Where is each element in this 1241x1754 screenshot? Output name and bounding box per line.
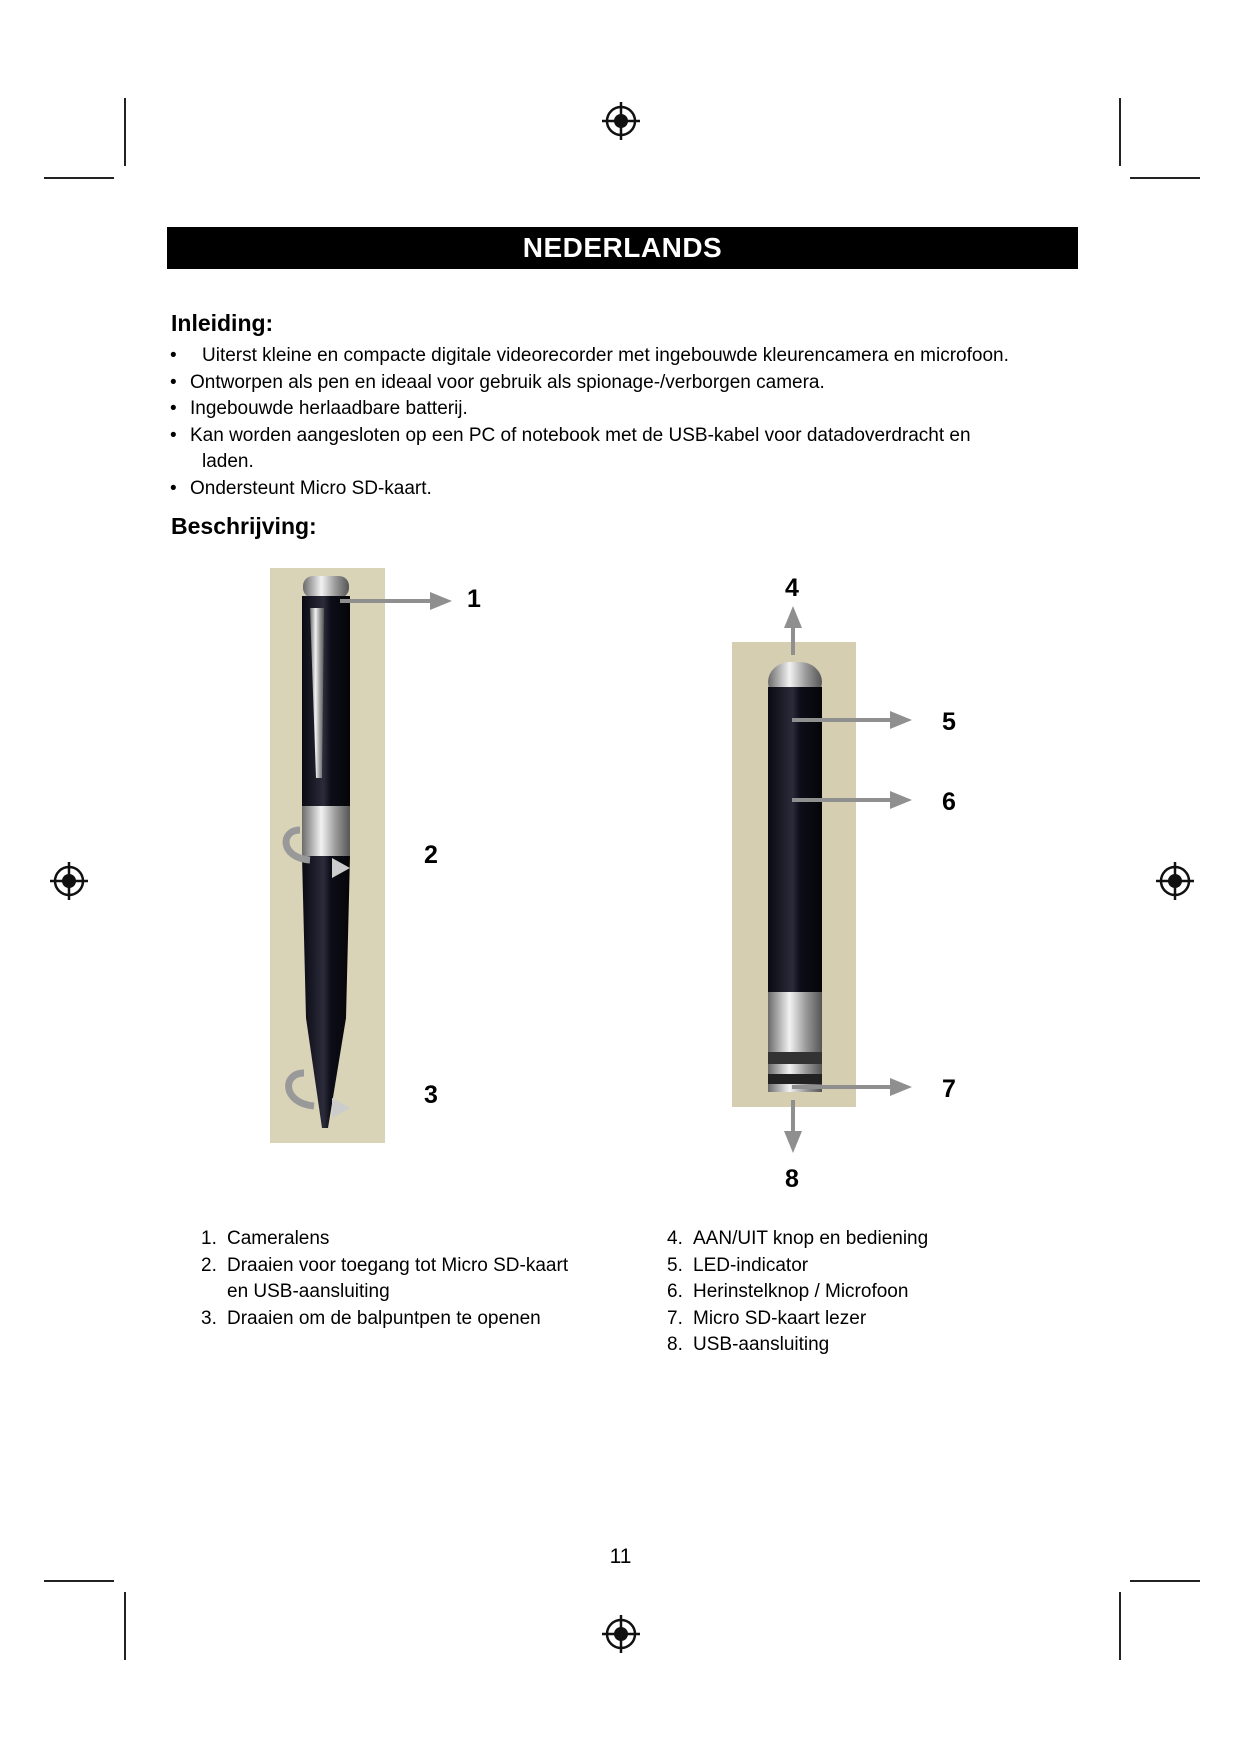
list-item-continuation: laden. [202,451,254,473]
list-item: 2. Draaien voor toegang tot Micro SD-kaart [201,1254,569,1276]
language-banner: NEDERLANDS [167,227,1078,269]
callout-4: 4 [785,574,799,602]
intro-heading: Inleiding: [171,310,274,336]
page-number: 11 [609,1545,632,1568]
callout-3: 3 [424,1081,438,1109]
list-item: en USB-aansluiting [227,1281,390,1303]
list-item: 4. AAN/UIT knop en bediening [667,1228,929,1249]
callout-7: 7 [942,1075,956,1103]
list-item: 6. Herinstelknop / Microfoon [667,1281,909,1303]
description-heading: Beschrijving: [171,513,317,539]
callout-8: 8 [785,1165,799,1193]
legend-left [201,1226,568,1332]
list-item: 5. LED-indicator [667,1254,809,1276]
callout-1: 1 [467,585,481,613]
callout-5: 5 [942,708,956,736]
list-item: 8. USB-aansluiting [667,1334,830,1356]
callout-2: 2 [424,841,438,869]
list-item: 3. Draaien om de balpuntpen te openen [201,1307,541,1329]
list-item: • Ondersteunt Micro SD-kaart. [170,476,1009,503]
list-item: • Ontworpen als pen en ideaal voor gebruik als spionage-/verborgen camera. [170,370,1009,397]
list-item: • Uiterst kleine en compacte digitale videorecorder met ingebouwde kleurencamera en microfoon. [170,343,1009,370]
list-item: • Ingebouwde herlaadbare batterij. [170,396,1009,423]
list-item: 1. Cameralens [201,1228,330,1249]
list-item: 7. Micro SD-kaart lezer [667,1307,867,1329]
list-item: • Kan worden aangesloten op een PC of notebook met de USB-kabel voor datadoverdracht en [170,423,1009,450]
callout-6: 6 [942,788,956,816]
legend-right [667,1226,928,1359]
